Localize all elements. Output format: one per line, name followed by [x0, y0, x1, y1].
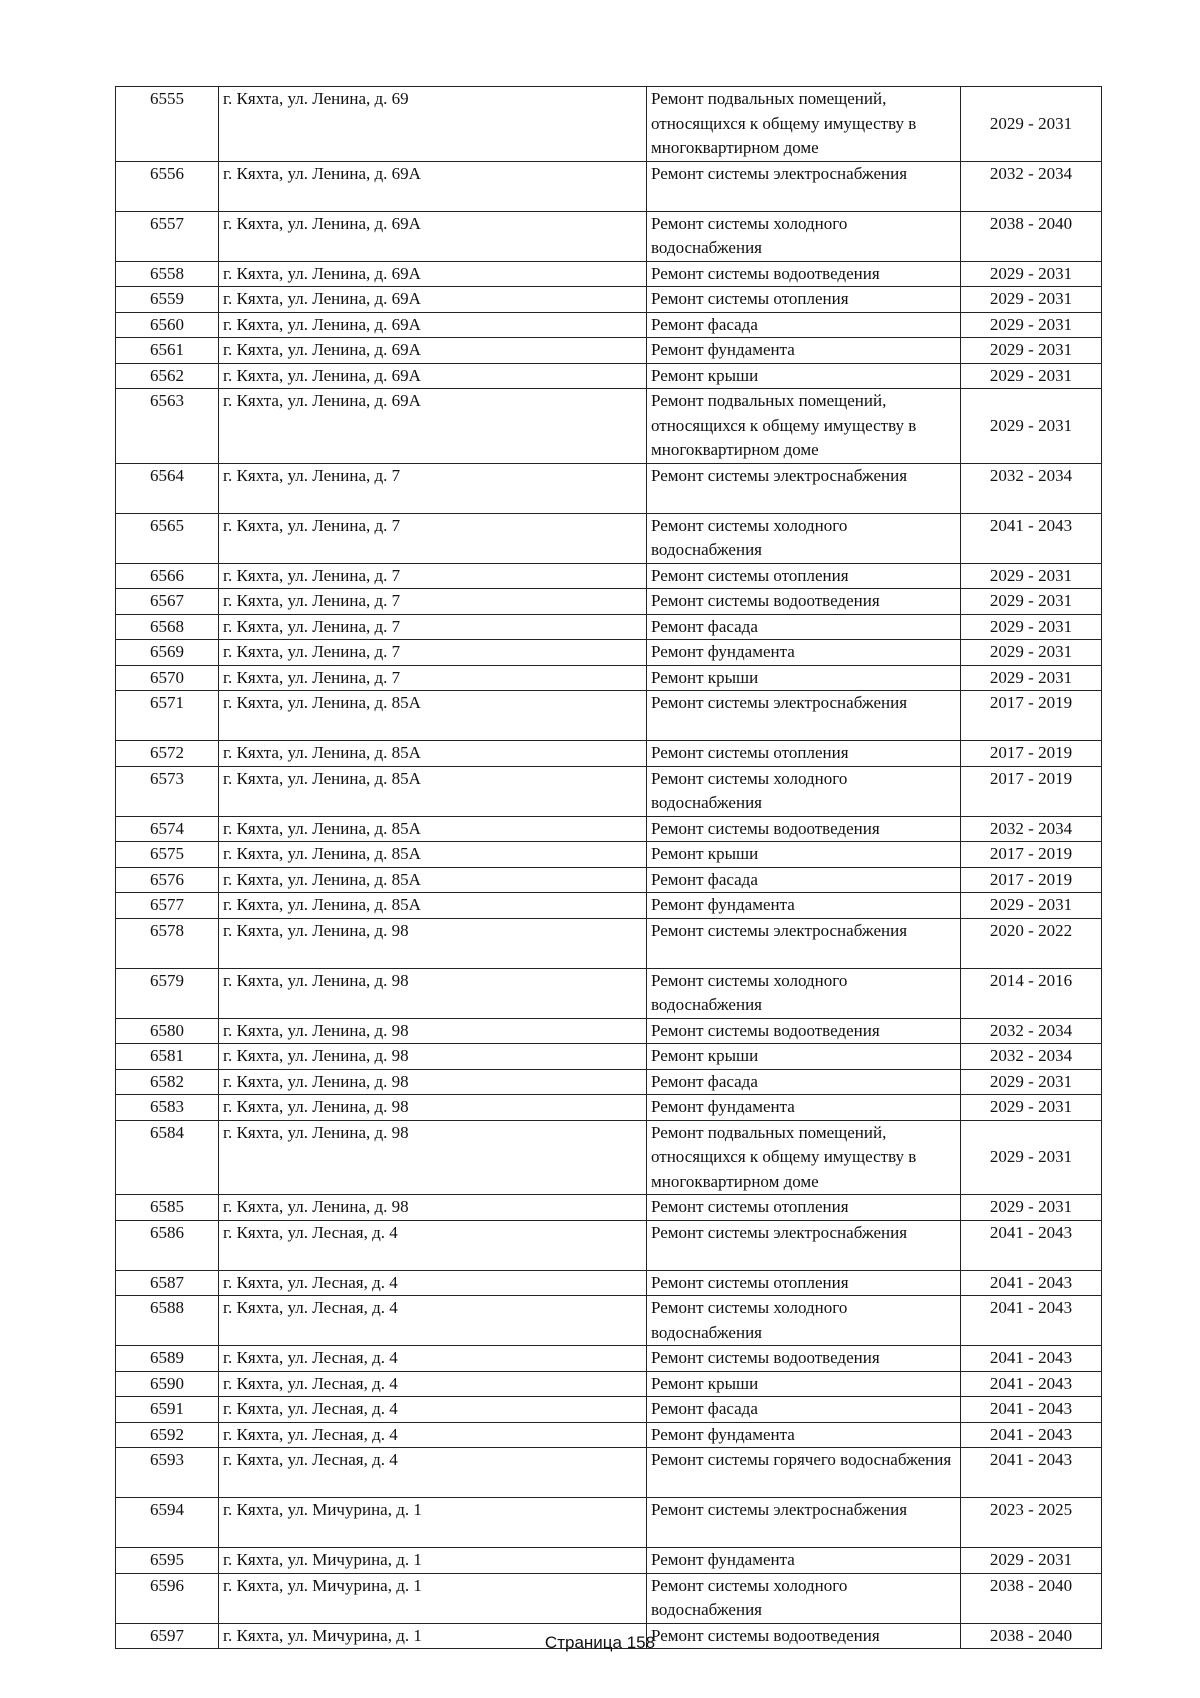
row-period: 2029 - 2031: [961, 640, 1102, 666]
row-number: 6574: [116, 816, 219, 842]
row-number: 6576: [116, 867, 219, 893]
row-number: 6567: [116, 589, 219, 615]
table-row: [116, 1397, 1102, 1423]
row-work-type: Ремонт системы водоотведения: [647, 816, 961, 842]
row-address: г. Кяхта, ул. Ленина, д. 98: [219, 1095, 647, 1121]
row-address: г. Кяхта, ул. Ленина, д. 85А: [219, 741, 647, 767]
row-address: г. Кяхта, ул. Ленина, д. 7: [219, 463, 647, 513]
row-work-type: Ремонт крыши: [647, 1371, 961, 1397]
table-row: [116, 287, 1102, 313]
row-work-type: Ремонт крыши: [647, 1044, 961, 1070]
row-number: 6557: [116, 211, 219, 261]
table-row: [116, 1371, 1102, 1397]
row-period: 2029 - 2031: [961, 1120, 1102, 1195]
row-address: г. Кяхта, ул. Ленина, д. 7: [219, 513, 647, 563]
row-address: г. Кяхта, ул. Ленина, д. 69А: [219, 389, 647, 464]
row-address: г. Кяхта, ул. Лесная, д. 4: [219, 1422, 647, 1448]
row-period: 2029 - 2031: [961, 665, 1102, 691]
table-body: [116, 87, 1102, 1649]
row-address: г. Кяхта, ул. Мичурина, д. 1: [219, 1548, 647, 1574]
row-number: 6582: [116, 1069, 219, 1095]
row-period: 2029 - 2031: [961, 261, 1102, 287]
row-period: 2017 - 2019: [961, 867, 1102, 893]
row-number: 6560: [116, 312, 219, 338]
row-address: г. Кяхта, ул. Ленина, д. 69А: [219, 261, 647, 287]
row-work-type: Ремонт системы электроснабжения: [647, 1220, 961, 1270]
row-work-type: Ремонт системы электроснабжения: [647, 161, 961, 211]
row-work-type: Ремонт системы электроснабжения: [647, 1498, 961, 1548]
row-period: 2041 - 2043: [961, 1220, 1102, 1270]
table-row: [116, 1296, 1102, 1346]
row-number: 6556: [116, 161, 219, 211]
row-number: 6588: [116, 1296, 219, 1346]
table-row: [116, 1195, 1102, 1221]
row-number: 6573: [116, 766, 219, 816]
row-period: 2029 - 2031: [961, 1548, 1102, 1574]
row-address: г. Кяхта, ул. Ленина, д. 7: [219, 640, 647, 666]
row-number: 6596: [116, 1573, 219, 1623]
page-number: Страница 158: [544, 1633, 656, 1652]
row-address: г. Кяхта, ул. Ленина, д. 85А: [219, 893, 647, 919]
table-row: [116, 867, 1102, 893]
row-work-type: Ремонт системы горячего водоснабжения: [647, 1448, 961, 1498]
row-address: г. Кяхта, ул. Ленина, д. 85А: [219, 766, 647, 816]
row-period: 2020 - 2022: [961, 918, 1102, 968]
row-address: г. Кяхта, ул. Ленина, д. 98: [219, 1044, 647, 1070]
row-work-type: Ремонт фасада: [647, 312, 961, 338]
row-period: 2017 - 2019: [961, 741, 1102, 767]
row-address: г. Кяхта, ул. Ленина, д. 85А: [219, 816, 647, 842]
table-row: [116, 1573, 1102, 1623]
row-period: 2032 - 2034: [961, 161, 1102, 211]
row-work-type: Ремонт фундамента: [647, 893, 961, 919]
table-row: [116, 1346, 1102, 1372]
row-work-type: Ремонт фундамента: [647, 338, 961, 364]
row-address: г. Кяхта, ул. Лесная, д. 4: [219, 1448, 647, 1498]
row-work-type: Ремонт фасада: [647, 614, 961, 640]
table-row: [116, 816, 1102, 842]
table-row: [116, 1548, 1102, 1574]
row-number: 6558: [116, 261, 219, 287]
table-row: [116, 1095, 1102, 1121]
row-period: 2041 - 2043: [961, 1397, 1102, 1423]
row-work-type: Ремонт системы отопления: [647, 1195, 961, 1221]
row-number: 6586: [116, 1220, 219, 1270]
table-row: [116, 363, 1102, 389]
row-address: г. Кяхта, ул. Ленина, д. 7: [219, 563, 647, 589]
row-work-type: Ремонт системы отопления: [647, 741, 961, 767]
table-row: [116, 161, 1102, 211]
row-period: 2017 - 2019: [961, 842, 1102, 868]
row-number: 6581: [116, 1044, 219, 1070]
table-row: [116, 1270, 1102, 1296]
table-row: [116, 1044, 1102, 1070]
row-number: 6577: [116, 893, 219, 919]
row-period: 2038 - 2040: [961, 211, 1102, 261]
table-row: [116, 463, 1102, 513]
row-period: 2029 - 2031: [961, 363, 1102, 389]
table-row: [116, 968, 1102, 1018]
table-row: [116, 589, 1102, 615]
row-number: 6595: [116, 1548, 219, 1574]
row-address: г. Кяхта, ул. Ленина, д. 69: [219, 87, 647, 162]
row-number: 6559: [116, 287, 219, 313]
row-number: 6594: [116, 1498, 219, 1548]
table-row: [116, 338, 1102, 364]
row-work-type: Ремонт системы холодного водоснабжения: [647, 1296, 961, 1346]
row-number: 6571: [116, 691, 219, 741]
table-row: [116, 1220, 1102, 1270]
row-number: 6583: [116, 1095, 219, 1121]
row-work-type: Ремонт крыши: [647, 363, 961, 389]
row-address: г. Кяхта, ул. Ленина, д. 69А: [219, 287, 647, 313]
row-work-type: Ремонт системы отопления: [647, 563, 961, 589]
row-period: 2041 - 2043: [961, 1296, 1102, 1346]
row-period: 2041 - 2043: [961, 513, 1102, 563]
row-address: г. Кяхта, ул. Лесная, д. 4: [219, 1346, 647, 1372]
row-period: 2017 - 2019: [961, 766, 1102, 816]
table-row: [116, 918, 1102, 968]
row-address: г. Кяхта, ул. Лесная, д. 4: [219, 1397, 647, 1423]
row-address: г. Кяхта, ул. Ленина, д. 69А: [219, 312, 647, 338]
table-row: [116, 1018, 1102, 1044]
row-address: г. Кяхта, ул. Лесная, д. 4: [219, 1296, 647, 1346]
row-number: 6555: [116, 87, 219, 162]
row-number: 6592: [116, 1422, 219, 1448]
table-row: [116, 842, 1102, 868]
table-row: [116, 614, 1102, 640]
row-period: 2029 - 2031: [961, 614, 1102, 640]
table-row: [116, 766, 1102, 816]
table-row: [116, 640, 1102, 666]
table-row: [116, 389, 1102, 464]
row-address: г. Кяхта, ул. Лесная, д. 4: [219, 1220, 647, 1270]
row-number: 6564: [116, 463, 219, 513]
row-work-type: Ремонт системы отопления: [647, 287, 961, 313]
row-number: 6566: [116, 563, 219, 589]
row-number: 6597: [116, 1623, 219, 1649]
row-work-type: Ремонт крыши: [647, 665, 961, 691]
row-work-type: Ремонт подвальных помещений, относящихся к общему имуществу в многоквартирном доме: [647, 1120, 961, 1195]
row-address: г. Кяхта, ул. Мичурина, д. 1: [219, 1573, 647, 1623]
row-work-type: Ремонт фасада: [647, 1069, 961, 1095]
table-row: [116, 1120, 1102, 1195]
row-address: г. Кяхта, ул. Ленина, д. 7: [219, 614, 647, 640]
row-period: 2029 - 2031: [961, 589, 1102, 615]
table-row: [116, 87, 1102, 162]
table-row: [116, 1422, 1102, 1448]
table-row: [116, 691, 1102, 741]
row-work-type: Ремонт системы отопления: [647, 1270, 961, 1296]
row-number: 6563: [116, 389, 219, 464]
row-address: г. Кяхта, ул. Ленина, д. 85А: [219, 691, 647, 741]
row-period: 2029 - 2031: [961, 893, 1102, 919]
row-period: 2029 - 2031: [961, 287, 1102, 313]
row-number: 6593: [116, 1448, 219, 1498]
row-address: г. Кяхта, ул. Ленина, д. 85А: [219, 842, 647, 868]
row-address: г. Кяхта, ул. Ленина, д. 69А: [219, 161, 647, 211]
row-number: 6585: [116, 1195, 219, 1221]
row-number: 6591: [116, 1397, 219, 1423]
row-address: г. Кяхта, ул. Лесная, д. 4: [219, 1270, 647, 1296]
row-work-type: Ремонт фундамента: [647, 1095, 961, 1121]
row-work-type: Ремонт системы водоотведения: [647, 1346, 961, 1372]
table-row: [116, 211, 1102, 261]
row-number: 6584: [116, 1120, 219, 1195]
row-work-type: Ремонт фасада: [647, 867, 961, 893]
row-period: 2038 - 2040: [961, 1573, 1102, 1623]
row-period: 2032 - 2034: [961, 1044, 1102, 1070]
row-work-type: Ремонт системы водоотведения: [647, 1018, 961, 1044]
row-address: г. Кяхта, ул. Ленина, д. 98: [219, 1120, 647, 1195]
row-work-type: Ремонт подвальных помещений, относящихся к общему имуществу в многоквартирном доме: [647, 87, 961, 162]
row-address: г. Кяхта, ул. Ленина, д. 69А: [219, 211, 647, 261]
row-number: 6589: [116, 1346, 219, 1372]
table-row: [116, 1448, 1102, 1498]
row-work-type: Ремонт системы холодного водоснабжения: [647, 766, 961, 816]
row-period: 2014 - 2016: [961, 968, 1102, 1018]
row-period: 2041 - 2043: [961, 1371, 1102, 1397]
row-work-type: Ремонт системы электроснабжения: [647, 918, 961, 968]
row-period: 2029 - 2031: [961, 1095, 1102, 1121]
row-work-type: Ремонт системы водоотведения: [647, 261, 961, 287]
row-work-type: Ремонт системы водоотведения: [647, 589, 961, 615]
row-period: 2041 - 2043: [961, 1422, 1102, 1448]
row-period: 2032 - 2034: [961, 463, 1102, 513]
row-number: 6590: [116, 1371, 219, 1397]
row-address: г. Кяхта, ул. Ленина, д. 98: [219, 918, 647, 968]
row-period: 2029 - 2031: [961, 1195, 1102, 1221]
row-address: г. Кяхта, ул. Ленина, д. 7: [219, 665, 647, 691]
row-number: 6569: [116, 640, 219, 666]
row-period: 2023 - 2025: [961, 1498, 1102, 1548]
table-row: [116, 1069, 1102, 1095]
table-row: [116, 563, 1102, 589]
row-period: 2029 - 2031: [961, 338, 1102, 364]
row-period: 2032 - 2034: [961, 816, 1102, 842]
row-number: 6561: [116, 338, 219, 364]
row-work-type: Ремонт системы холодного водоснабжения: [647, 968, 961, 1018]
row-number: 6568: [116, 614, 219, 640]
row-work-type: Ремонт подвальных помещений, относящихся к общему имуществу в многоквартирном доме: [647, 389, 961, 464]
row-address: г. Кяхта, ул. Ленина, д. 98: [219, 968, 647, 1018]
row-number: 6587: [116, 1270, 219, 1296]
row-number: 6565: [116, 513, 219, 563]
row-number: 6575: [116, 842, 219, 868]
row-address: г. Кяхта, ул. Ленина, д. 98: [219, 1069, 647, 1095]
row-address: г. Кяхта, ул. Мичурина, д. 1: [219, 1498, 647, 1548]
row-period: 2029 - 2031: [961, 312, 1102, 338]
row-work-type: Ремонт фундамента: [647, 1548, 961, 1574]
row-period: 2029 - 2031: [961, 1069, 1102, 1095]
row-address: г. Кяхта, ул. Мичурина, д. 1: [219, 1623, 647, 1649]
row-number: 6578: [116, 918, 219, 968]
table-row: [116, 665, 1102, 691]
table-row: [116, 312, 1102, 338]
row-address: г. Кяхта, ул. Лесная, д. 4: [219, 1371, 647, 1397]
table-row: [116, 741, 1102, 767]
row-number: 6562: [116, 363, 219, 389]
row-work-type: Ремонт системы водоотведения: [647, 1623, 961, 1649]
row-period: 2041 - 2043: [961, 1448, 1102, 1498]
row-period: 2029 - 2031: [961, 563, 1102, 589]
row-period: 2038 - 2040: [961, 1623, 1102, 1649]
row-period: 2017 - 2019: [961, 691, 1102, 741]
row-address: г. Кяхта, ул. Ленина, д. 69А: [219, 363, 647, 389]
repair-schedule-table: [115, 86, 1102, 1649]
row-address: г. Кяхта, ул. Ленина, д. 85А: [219, 867, 647, 893]
row-work-type: Ремонт системы холодного водоснабжения: [647, 211, 961, 261]
row-work-type: Ремонт фундамента: [647, 1422, 961, 1448]
row-address: г. Кяхта, ул. Ленина, д. 69А: [219, 338, 647, 364]
row-work-type: Ремонт крыши: [647, 842, 961, 868]
table-row: [116, 513, 1102, 563]
row-work-type: Ремонт системы холодного водоснабжения: [647, 1573, 961, 1623]
row-number: 6570: [116, 665, 219, 691]
row-address: г. Кяхта, ул. Ленина, д. 98: [219, 1195, 647, 1221]
table-row: [116, 1498, 1102, 1548]
row-period: 2041 - 2043: [961, 1270, 1102, 1296]
row-number: 6580: [116, 1018, 219, 1044]
row-address: г. Кяхта, ул. Ленина, д. 7: [219, 589, 647, 615]
row-number: 6572: [116, 741, 219, 767]
row-work-type: Ремонт фундамента: [647, 640, 961, 666]
row-period: 2029 - 2031: [961, 389, 1102, 464]
row-work-type: Ремонт фасада: [647, 1397, 961, 1423]
row-period: 2041 - 2043: [961, 1346, 1102, 1372]
table-row: [116, 261, 1102, 287]
row-period: 2029 - 2031: [961, 87, 1102, 162]
table-row: [116, 893, 1102, 919]
row-work-type: Ремонт системы электроснабжения: [647, 463, 961, 513]
row-period: 2032 - 2034: [961, 1018, 1102, 1044]
row-work-type: Ремонт системы холодного водоснабжения: [647, 513, 961, 563]
row-number: 6579: [116, 968, 219, 1018]
row-work-type: Ремонт системы электроснабжения: [647, 691, 961, 741]
row-address: г. Кяхта, ул. Ленина, д. 98: [219, 1018, 647, 1044]
